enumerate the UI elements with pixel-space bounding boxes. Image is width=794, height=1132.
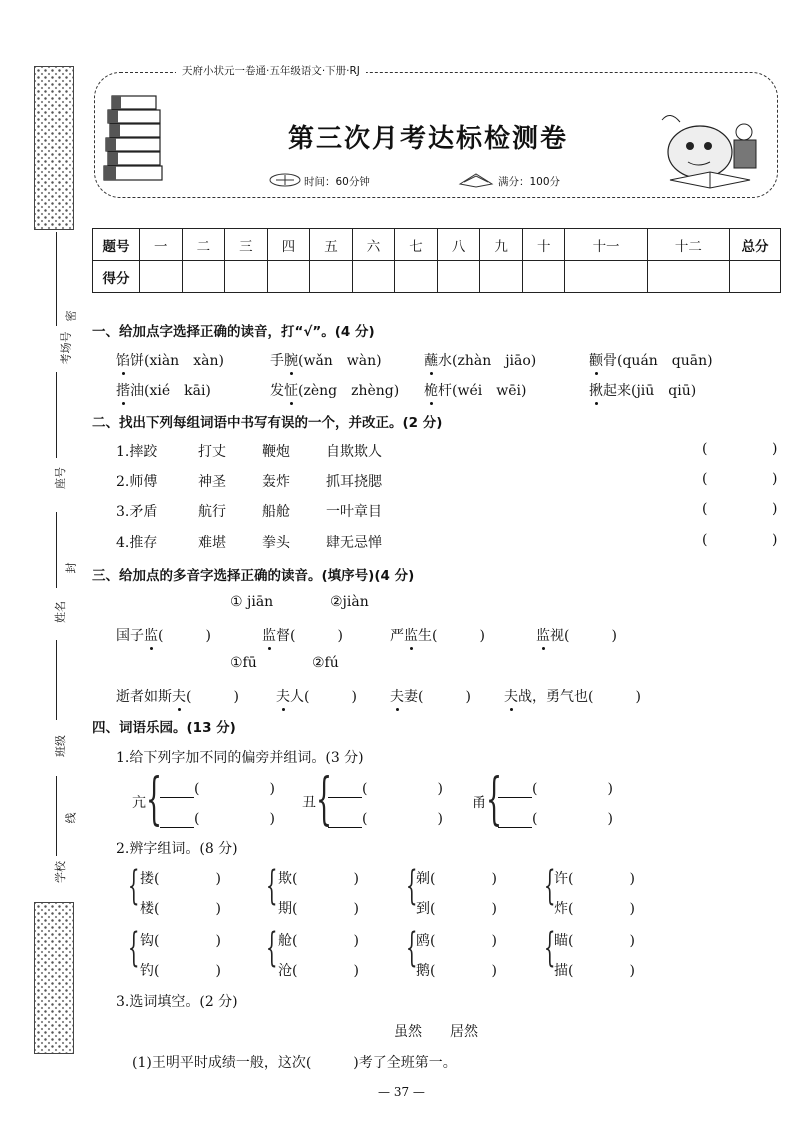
- q2-word: 3.矛盾: [116, 504, 158, 520]
- score-table-header-row: [93, 229, 781, 261]
- radical-answer[interactable]: ( ): [328, 778, 443, 798]
- pair-item[interactable]: 描( ): [554, 963, 635, 979]
- radical-char: 亢: [132, 795, 146, 811]
- table-cell: 题号: [93, 229, 140, 261]
- q4-sub1: 1.给下列字加不同的偏旁并组词。(3 分): [116, 750, 364, 766]
- q1-item: 桅杆(wéi wēi): [424, 380, 526, 400]
- score-input-cell[interactable]: [437, 261, 480, 293]
- q2-answer-close: ): [772, 532, 778, 548]
- book-icon: [458, 170, 494, 188]
- q2-word: 自欺欺人: [326, 444, 382, 460]
- score-input-cell[interactable]: [647, 261, 729, 293]
- q3-item[interactable]: 夫妻( ): [390, 686, 471, 706]
- q1-item: 馅饼(xiàn xàn): [116, 350, 224, 370]
- table-cell: 一: [140, 229, 183, 261]
- table-cell: 七: [395, 229, 438, 261]
- q2-word: 抓耳挠腮: [326, 474, 382, 490]
- pair-item[interactable]: 钓( ): [140, 963, 221, 979]
- score-input-cell[interactable]: [730, 261, 781, 293]
- pair-item[interactable]: 鹅( ): [416, 963, 497, 979]
- reading-kids-illustration: [640, 102, 768, 192]
- table-cell: 得分: [93, 261, 140, 293]
- pair-item[interactable]: 舱( ): [278, 933, 359, 949]
- q1-item: 手腕(wǎn wàn): [270, 350, 382, 370]
- side-label-school: 学校: [54, 861, 67, 883]
- q3-item[interactable]: 严监生( ): [390, 625, 485, 645]
- pair-item[interactable]: 瞄( ): [554, 933, 635, 949]
- table-cell: 九: [480, 229, 523, 261]
- q2-answer-open[interactable]: (: [702, 441, 708, 457]
- radical-char: 甬: [472, 795, 486, 811]
- pair-item[interactable]: 沧( ): [278, 963, 359, 979]
- page-number: — 37 —: [378, 1085, 425, 1099]
- q2-word: 航行: [198, 504, 226, 520]
- pair-item[interactable]: 到( ): [416, 901, 497, 917]
- brace-icon: {: [406, 863, 418, 909]
- score-input-cell[interactable]: [267, 261, 310, 293]
- clock-icon: [268, 172, 302, 188]
- brace-icon: {: [544, 925, 556, 971]
- q2-answer-close: ): [772, 471, 778, 487]
- table-cell: 十二: [647, 229, 729, 261]
- brace-icon: {: [146, 767, 163, 832]
- side-label-exam-room: 考场号: [59, 331, 73, 365]
- brace-icon: {: [128, 925, 140, 971]
- q2-word: 肆无忌惮: [326, 535, 382, 551]
- pair-item[interactable]: 剃( ): [416, 871, 497, 887]
- q3-item[interactable]: 国子监( ): [116, 625, 211, 645]
- q2-word: 打丈: [198, 444, 226, 460]
- score-input-cell[interactable]: [225, 261, 268, 293]
- q3-item[interactable]: 夫战，勇气也( ): [504, 686, 641, 706]
- table-cell: 六: [352, 229, 395, 261]
- table-cell: 四: [267, 229, 310, 261]
- q2-word: 4.推存: [116, 535, 158, 551]
- q4-sub2: 2.辨字组词。(8 分): [116, 841, 238, 857]
- binding-line: [56, 512, 57, 588]
- q4-fill-sentence[interactable]: (1)王明平时成绩一般，这次( )考了全班第一。: [132, 1055, 457, 1071]
- pair-item[interactable]: 许( ): [554, 871, 635, 887]
- binding-pattern-top: [34, 66, 74, 230]
- q4-title: 四、词语乐园。(13 分): [92, 720, 236, 736]
- q1-title: 一、给加点字选择正确的读音，打“√”。(4 分): [92, 324, 375, 340]
- score-input-cell[interactable]: [565, 261, 647, 293]
- table-cell: 总分: [730, 229, 781, 261]
- q3-option: ① jiān: [230, 594, 274, 610]
- q3-item[interactable]: 逝者如斯夫( ): [116, 686, 239, 706]
- q3-option: ②fú: [312, 655, 339, 671]
- books-illustration: [100, 86, 170, 186]
- brace-icon: {: [266, 925, 278, 971]
- page-title: 第三次月考达标检测卷: [288, 124, 569, 154]
- brace-icon: {: [544, 863, 556, 909]
- q2-word: 一叶章目: [326, 504, 382, 520]
- radical-answer[interactable]: ( ): [160, 778, 275, 798]
- q2-answer-open[interactable]: (: [702, 501, 708, 517]
- q2-word: 神圣: [198, 474, 226, 490]
- binding-line: [56, 232, 57, 326]
- q1-item: 颧骨(quán quān): [589, 350, 713, 370]
- score-input-cell[interactable]: [395, 261, 438, 293]
- q4-word-choices: 虽然 居然: [394, 1024, 478, 1040]
- q2-word: 2.师傅: [116, 474, 158, 490]
- binding-pattern-bottom: [34, 902, 74, 1054]
- q3-item[interactable]: 监督( ): [262, 625, 343, 645]
- score-table: [92, 228, 781, 293]
- full-score: 满分：100分: [498, 176, 561, 188]
- score-input-cell[interactable]: [310, 261, 353, 293]
- pair-item[interactable]: 欺( ): [278, 871, 359, 887]
- q2-title: 二、找出下列每组词语中书写有误的一个，并改正。(2 分): [92, 415, 443, 431]
- q3-item[interactable]: 监视( ): [536, 625, 617, 645]
- brace-icon: {: [266, 863, 278, 909]
- q2-word: 轰炸: [262, 474, 290, 490]
- q1-item: 蘸水(zhàn jiāo): [424, 350, 536, 370]
- score-input-cell[interactable]: [182, 261, 225, 293]
- radical-answer[interactable]: ( ): [498, 808, 613, 828]
- table-cell: 五: [310, 229, 353, 261]
- series-title: 天府小状元一卷通·五年级语文·下册·RJ: [176, 63, 366, 78]
- side-label-name: 姓名: [54, 601, 67, 623]
- pair-item[interactable]: 钩( ): [140, 933, 221, 949]
- q3-option: ②jiàn: [330, 594, 369, 610]
- q2-word: 船舱: [262, 504, 290, 520]
- pair-item[interactable]: 鸥( ): [416, 933, 497, 949]
- table-cell: 二: [182, 229, 225, 261]
- side-label-seat: 座号: [54, 467, 67, 489]
- side-label-class: 班级: [54, 735, 67, 757]
- q2-word: 鞭炮: [262, 444, 290, 460]
- brace-icon: {: [316, 767, 333, 832]
- pair-item[interactable]: 期( ): [278, 901, 359, 917]
- side-mark-line: 线: [64, 812, 78, 824]
- side-mark-seal1: 密: [64, 310, 78, 322]
- binding-line: [56, 372, 57, 458]
- q2-answer-open[interactable]: (: [702, 532, 708, 548]
- table-cell: 八: [437, 229, 480, 261]
- brace-icon: {: [406, 925, 418, 971]
- score-input-cell[interactable]: [480, 261, 523, 293]
- q2-answer-close: ): [772, 501, 778, 517]
- q2-word: 难堪: [198, 535, 226, 551]
- table-cell: 三: [225, 229, 268, 261]
- brace-icon: {: [128, 863, 140, 909]
- radical-char: 丑: [302, 795, 316, 811]
- q2-word: 拳头: [262, 535, 290, 551]
- side-mark-seal2: 封: [64, 562, 78, 574]
- time-limit: 时间：60分钟: [304, 176, 370, 188]
- q3-option: ①fū: [230, 655, 257, 671]
- q2-word: 1.摔跤: [116, 444, 158, 460]
- radical-answer[interactable]: ( ): [498, 778, 613, 798]
- q3-title: 三、给加点的多音字选择正确的读音。(填序号)(4 分): [92, 568, 415, 584]
- binding-line: [56, 640, 57, 720]
- radical-answer[interactable]: ( ): [328, 808, 443, 828]
- q2-answer-close: ): [772, 441, 778, 457]
- score-input-cell[interactable]: [352, 261, 395, 293]
- q1-item: 揩油(xié kāi): [116, 380, 211, 400]
- score-table-score-row: [93, 261, 781, 293]
- pair-item[interactable]: 搂( ): [140, 871, 221, 887]
- table-cell: 十: [522, 229, 565, 261]
- q4-sub3: 3.选词填空。(2 分): [116, 994, 238, 1010]
- q2-answer-open[interactable]: (: [702, 471, 708, 487]
- score-input-cell[interactable]: [522, 261, 565, 293]
- score-input-cell[interactable]: [140, 261, 183, 293]
- table-cell: 十一: [565, 229, 647, 261]
- radical-answer[interactable]: ( ): [160, 808, 275, 828]
- q1-item: 揪起来(jiū qiū): [589, 380, 696, 400]
- pair-item[interactable]: 楼( ): [140, 901, 221, 917]
- q3-item[interactable]: 夫人( ): [276, 686, 357, 706]
- binding-line: [56, 776, 57, 856]
- q1-item: 发怔(zèng zhèng): [270, 380, 399, 400]
- pair-item[interactable]: 炸( ): [554, 901, 635, 917]
- brace-icon: {: [486, 767, 503, 832]
